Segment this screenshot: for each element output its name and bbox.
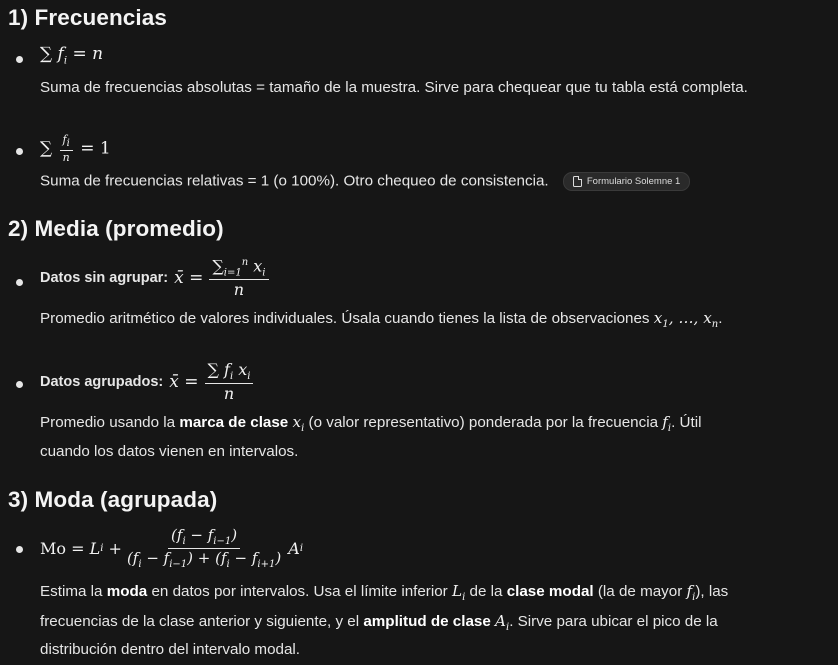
moda-desc-2c: . Sirve para ubicar el pico de la [509,613,718,630]
freq-abs-desc: Suma de frecuencias absolutas = tamaño de la muestra. Sirve para chequear que tu tabla está completa. [40,79,748,96]
media-nogroup-desc: Promedio aritmético de valores individuales. Úsala cuando tienes la lista de observaciones [40,310,650,327]
moda-desc-1d: de la [469,583,503,600]
moda-desc-line-3: distribución dentro del intervalo modal. [40,641,301,658]
media-group-label: Datos agrupados: [40,374,164,390]
document-icon [573,176,582,187]
moda-desc-1b: moda [106,583,148,600]
moda-desc-1a: Estima la [40,583,103,600]
bullet [16,279,23,286]
freq-rel-line [40,172,690,191]
bullet [16,56,23,63]
media-group-desc-line-1: Promedio usando la marca de clase $x_i$ (o valor representativo) ponderada por la frecuencia $f_i$. Útil [40,413,702,435]
bullet [16,381,23,388]
media-nogroup-desc-line: Promedio aritmético de valores individuales. Úsala cuando tienes la lista de observaciones $x_1$, …, $x_n$. [40,309,723,331]
media-nogroup-formula-line: Datos sin agrupar: x̄ = $\frac{\sum_{i=1}^n x_i}{n}$ [40,252,271,304]
bullet [16,546,23,553]
media-group-formula-line: Datos agrupados: x̄ = $\frac{\sum f_i x_i}{n}$ [40,356,255,408]
section-title-frecuencias: 1) Frecuencias [8,5,167,30]
freq-rel-desc: Suma de frecuencias relativas = 1 (o 100%). Otro chequeo de consistencia. [40,172,549,190]
media-group-desc-d: . Útil [671,414,702,431]
formula-sum-fi: ∑ $f_i = n$ [40,44,104,67]
moda-desc-1c: en datos por intervalos. Usa el límite inferior [151,583,448,600]
moda-desc-1g: ), las [695,583,729,600]
section-title-moda: 3) Moda (agrupada) [8,487,218,512]
media-group-desc-c: (o valor representativo) ponderada por la frecuencia [308,414,659,431]
media-group-desc-a: Promedio usando la [40,414,176,431]
moda-desc-2b: amplitud de clase [363,613,491,630]
moda-desc-1f: (la de mayor [597,583,683,600]
media-group-fraction: $\frac{\sum f_i x_i}{n}$ [205,361,254,403]
media-nogroup-label: Datos sin agrupar: [40,270,169,286]
media-group-desc-line-2: cuando los datos vienen en intervalos. [40,443,299,460]
moda-desc-line-1: Estima la moda en datos por intervalos. Usa el límite inferior $L_i$ de la clase modal (la de mayor $f_i$), las [40,582,729,604]
moda-desc-1e: clase modal [506,583,594,600]
formula-sum-fi-n: ∑ $\frac{f_i}{n}$ = 1 [40,133,111,165]
moda-desc-2a: frecuencias de la clase anterior y siguiente, y el [40,613,360,630]
moda-desc-line-2: frecuencias de la clase anterior y siguiente, y el amplitud de clase $A_i$. Sirve para ubicar el pico de la [40,612,718,634]
section-title-media: 2) Media (promedio) [8,216,224,241]
source-chip[interactable] [563,172,690,191]
source-chip-label: Formulario Solemne 1 [586,176,681,187]
media-nogroup-fraction: $\frac{\sum_{i=1}^n x_i}{n}$ [209,257,268,299]
media-group-desc-b: marca de clase [179,414,289,431]
moda-formula: Mo = L i + $\frac{(f_i - f_{i-1})}{(f_i - f_{i-1}) + (f_i - f_{i+1})}$ A i [40,525,304,570]
bullet [16,148,23,155]
